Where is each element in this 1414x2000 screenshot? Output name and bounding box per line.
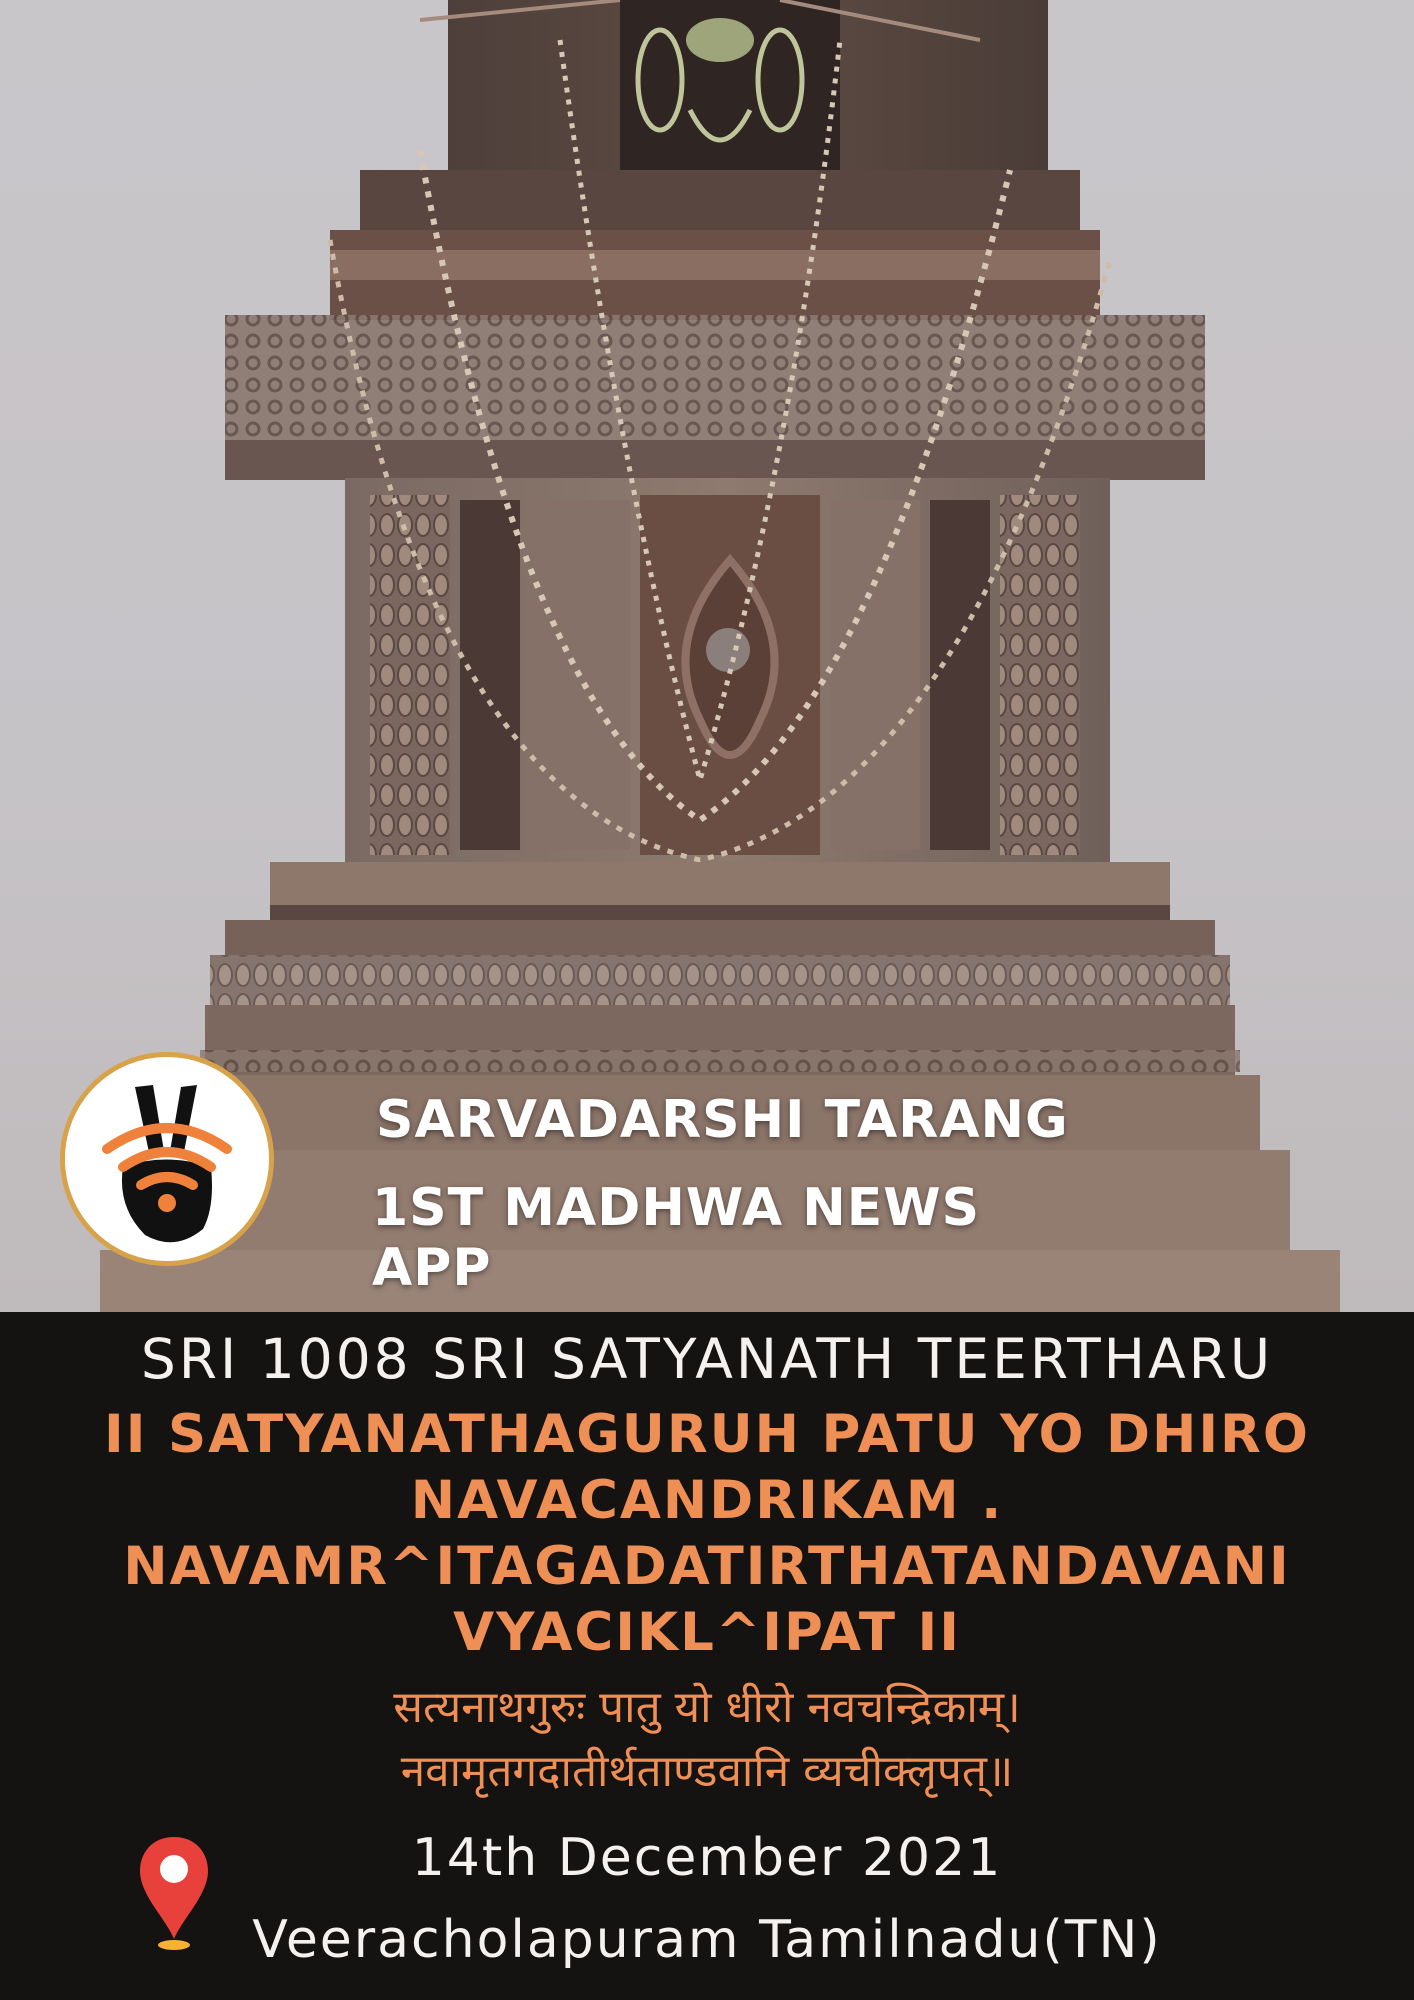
shloka-devanagari-line: सत्यनाथगुरुः पातु यो धीरो नवचन्द्रिकाम्। [393,1682,1021,1733]
victory-hand-wifi-icon [65,1057,269,1261]
shloka-devanagari-line: नवामृतगदातीर्थताण्डवानि व्यचीक्लृपत्॥ [400,1746,1014,1797]
brand-tagline: 1ST MADHWA NEWS APP [372,1178,981,1298]
shloka-english-line: NAVAMR^ITAGADATIRTHATANDAVANI [123,1536,1291,1597]
shloka-devanagari [60,1676,1354,1804]
shloka-english [60,1402,1354,1666]
app-logo [60,1052,274,1266]
shloka-english-line: NAVACANDRIKAM . [410,1470,1004,1531]
brand-name: SARVADARSHI TARANG [376,1090,1069,1150]
saint-heading: SRI 1008 SRI SATYANATH TEERTHARU [140,1327,1274,1391]
shloka-english-line: II SATYANATHAGURUH PATU YO DHIRO [104,1404,1310,1465]
shloka-english-line: VYACIKL^IPAT II [453,1602,961,1663]
event-location: Veeracholapuram Tamilnadu(TN) [252,1910,1162,1970]
event-date: 14th December 2021 [411,1828,1003,1888]
